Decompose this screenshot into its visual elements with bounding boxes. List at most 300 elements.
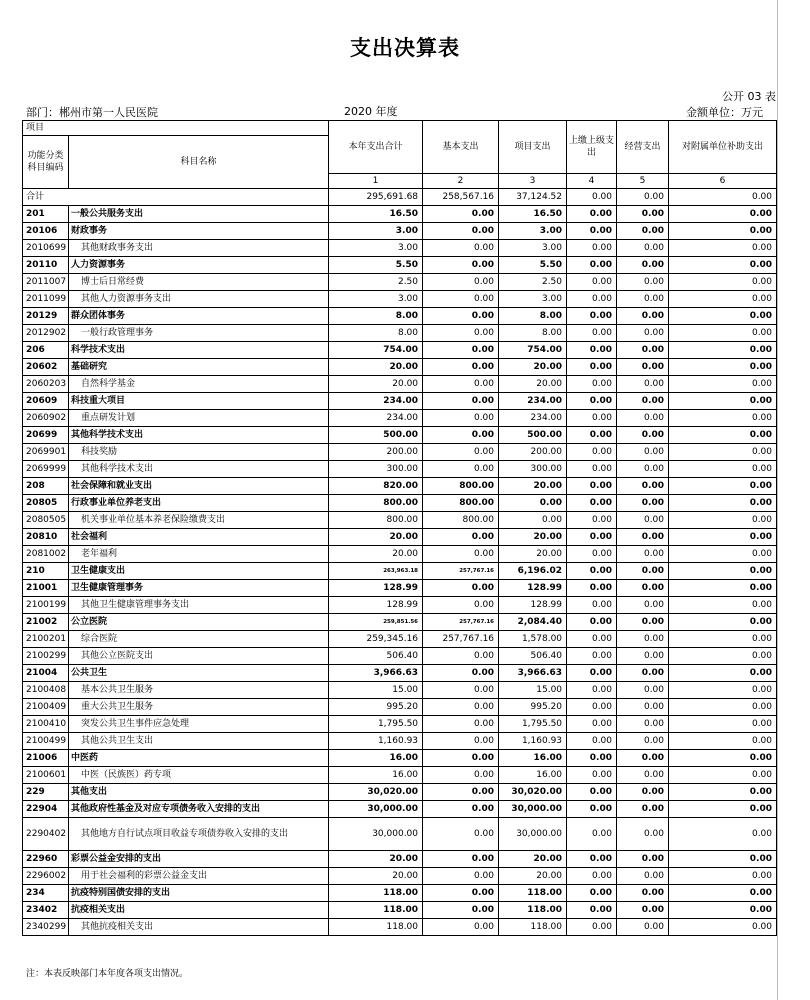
item-header: 项目 [23, 121, 329, 136]
remit-cell: 0.00 [567, 919, 617, 936]
remit-cell: 0.00 [567, 631, 617, 648]
code-cell: 2010699 [23, 240, 69, 257]
index-1: 1 [329, 174, 423, 189]
basic-cell: 0.00 [423, 818, 499, 851]
basic-cell: 0.00 [423, 291, 499, 308]
table-row [23, 546, 777, 563]
name-cell: 用于社会福利的彩票公益金支出 [69, 868, 329, 885]
table-row [23, 223, 777, 240]
name-cell: 博士后日常经费 [69, 274, 329, 291]
project-cell: 1,795.50 [499, 716, 567, 733]
subsidy-cell: 0.00 [669, 325, 777, 342]
sum-label-cell: 合计 [23, 189, 329, 206]
basic-cell: 0.00 [423, 461, 499, 478]
code-cell: 22960 [23, 851, 69, 868]
subsidy-cell: 0.00 [669, 393, 777, 410]
code-cell: 2100409 [23, 699, 69, 716]
name-cell: 中医（民族医）药专项 [69, 767, 329, 784]
subsidy-cell: 0.00 [669, 868, 777, 885]
table-row [23, 342, 777, 359]
name-cell: 其他财政事务支出 [69, 240, 329, 257]
subsidy-cell: 0.00 [669, 682, 777, 699]
remit-cell: 0.00 [567, 716, 617, 733]
code-cell: 20602 [23, 359, 69, 376]
business-cell: 0.00 [617, 699, 669, 716]
remit-cell: 0.00 [567, 818, 617, 851]
total-cell: 20.00 [329, 851, 423, 868]
code-cell: 2100299 [23, 648, 69, 665]
business-cell: 0.00 [617, 257, 669, 274]
name-cell: 其他地方自行试点项目收益专项债券收入安排的支出 [69, 818, 329, 851]
code-cell: 2060902 [23, 410, 69, 427]
total-cell: 506.40 [329, 648, 423, 665]
basic-cell: 0.00 [423, 410, 499, 427]
code-cell: 23402 [23, 902, 69, 919]
table-row [23, 919, 777, 936]
business-cell: 0.00 [617, 461, 669, 478]
remit-cell: 0.00 [567, 512, 617, 529]
remit-cell: 0.00 [567, 461, 617, 478]
code-cell: 2340299 [23, 919, 69, 936]
name-cell: 老年福利 [69, 546, 329, 563]
basic-cell: 0.00 [423, 665, 499, 682]
subsidy-cell: 0.00 [669, 631, 777, 648]
project-cell: 30,000.00 [499, 801, 567, 818]
subsidy-cell: 0.00 [669, 206, 777, 223]
remit-cell: 0.00 [567, 376, 617, 393]
project-cell: 16.50 [499, 206, 567, 223]
index-4: 4 [567, 174, 617, 189]
total-cell: 15.00 [329, 682, 423, 699]
basic-cell: 0.00 [423, 597, 499, 614]
subsidy-cell: 0.00 [669, 376, 777, 393]
index-5: 5 [617, 174, 669, 189]
code-cell: 2060203 [23, 376, 69, 393]
name-cell: 综合医院 [69, 631, 329, 648]
remit-cell: 0.00 [567, 240, 617, 257]
table-row [23, 885, 777, 902]
code-cell: 20110 [23, 257, 69, 274]
subsidy-cell: 0.00 [669, 257, 777, 274]
code-cell: 22904 [23, 801, 69, 818]
total-cell: 20.00 [329, 868, 423, 885]
name-cell: 重大公共卫生服务 [69, 699, 329, 716]
table-row [23, 189, 777, 206]
project-cell: 8.00 [499, 308, 567, 325]
name-cell: 其他卫生健康管理事务支出 [69, 597, 329, 614]
business-cell: 0.00 [617, 529, 669, 546]
table-row [23, 648, 777, 665]
remit-cell: 0.00 [567, 563, 617, 580]
name-cell: 基础研究 [69, 359, 329, 376]
business-cell: 0.00 [617, 851, 669, 868]
table-row [23, 512, 777, 529]
basic-cell: 0.00 [423, 325, 499, 342]
basic-cell: 0.00 [423, 223, 499, 240]
table-row [23, 902, 777, 919]
code-cell: 20106 [23, 223, 69, 240]
remit-header: 上缴上级支出 [567, 121, 617, 174]
project-cell: 20.00 [499, 376, 567, 393]
remit-cell: 0.00 [567, 902, 617, 919]
basic-cell: 0.00 [423, 682, 499, 699]
total-cell: 263,963.18 [329, 563, 423, 580]
project-cell: 3,966.63 [499, 665, 567, 682]
remit-cell: 0.00 [567, 546, 617, 563]
remit-cell: 0.00 [567, 801, 617, 818]
table-row [23, 257, 777, 274]
total-cell: 16.00 [329, 750, 423, 767]
total-cell: 20.00 [329, 529, 423, 546]
business-cell: 0.00 [617, 597, 669, 614]
basic-cell: 0.00 [423, 359, 499, 376]
project-cell: 118.00 [499, 919, 567, 936]
remit-cell: 0.00 [567, 750, 617, 767]
name-cell: 卫生健康管理事务 [69, 580, 329, 597]
basic-cell: 0.00 [423, 546, 499, 563]
table-row [23, 410, 777, 427]
subsidy-cell: 0.00 [669, 529, 777, 546]
total-cell: 995.20 [329, 699, 423, 716]
total-cell: 200.00 [329, 444, 423, 461]
total-cell: 30,020.00 [329, 784, 423, 801]
table-row [23, 393, 777, 410]
code-cell: 2290402 [23, 818, 69, 851]
total-cell: 3,966.63 [329, 665, 423, 682]
project-cell: 300.00 [499, 461, 567, 478]
subsidy-cell: 0.00 [669, 902, 777, 919]
subsidy-cell: 0.00 [669, 410, 777, 427]
business-cell: 0.00 [617, 274, 669, 291]
table-row [23, 206, 777, 223]
remit-cell: 0.00 [567, 665, 617, 682]
business-cell: 0.00 [617, 359, 669, 376]
remit-cell: 0.00 [567, 325, 617, 342]
code-cell: 2011007 [23, 274, 69, 291]
project-cell: 30,020.00 [499, 784, 567, 801]
project-cell: 20.00 [499, 478, 567, 495]
code-cell: 2100199 [23, 597, 69, 614]
name-cell: 抗疫特别国债安排的支出 [69, 885, 329, 902]
subsidy-cell: 0.00 [669, 750, 777, 767]
subsidy-cell: 0.00 [669, 919, 777, 936]
project-cell: 506.40 [499, 648, 567, 665]
business-cell: 0.00 [617, 767, 669, 784]
basic-cell: 0.00 [423, 240, 499, 257]
code-cell: 210 [23, 563, 69, 580]
business-cell: 0.00 [617, 410, 669, 427]
basic-cell: 258,567.16 [423, 189, 499, 206]
basic-cell: 0.00 [423, 699, 499, 716]
basic-cell: 257,767.16 [423, 563, 499, 580]
index-2: 2 [423, 174, 499, 189]
total-cell: 754.00 [329, 342, 423, 359]
name-cell: 其他公立医院支出 [69, 648, 329, 665]
total-cell: 16.50 [329, 206, 423, 223]
business-cell: 0.00 [617, 868, 669, 885]
name-cell: 彩票公益金安排的支出 [69, 851, 329, 868]
project-cell: 754.00 [499, 342, 567, 359]
remit-cell: 0.00 [567, 648, 617, 665]
table-row [23, 614, 777, 631]
project-cell: 118.00 [499, 902, 567, 919]
name-cell: 社会福利 [69, 529, 329, 546]
remit-cell: 0.00 [567, 308, 617, 325]
table-row [23, 699, 777, 716]
basic-cell: 0.00 [423, 274, 499, 291]
project-cell: 1,578.00 [499, 631, 567, 648]
business-header: 经营支出 [617, 121, 669, 174]
code-header: 功能分类科目编码 [23, 136, 69, 189]
name-cell: 其他公共卫生支出 [69, 733, 329, 750]
table-row [23, 495, 777, 512]
remit-cell: 0.00 [567, 885, 617, 902]
remit-cell: 0.00 [567, 359, 617, 376]
table-row [23, 818, 777, 851]
subsidy-cell: 0.00 [669, 461, 777, 478]
subsidy-cell: 0.00 [669, 784, 777, 801]
remit-cell: 0.00 [567, 851, 617, 868]
code-cell: 201 [23, 206, 69, 223]
subsidy-cell: 0.00 [669, 223, 777, 240]
project-cell: 20.00 [499, 529, 567, 546]
business-cell: 0.00 [617, 801, 669, 818]
table-row [23, 529, 777, 546]
business-cell: 0.00 [617, 223, 669, 240]
remit-cell: 0.00 [567, 682, 617, 699]
basic-cell: 0.00 [423, 308, 499, 325]
project-cell: 0.00 [499, 495, 567, 512]
total-cell: 128.99 [329, 580, 423, 597]
project-cell: 20.00 [499, 868, 567, 885]
total-cell: 8.00 [329, 308, 423, 325]
total-cell: 800.00 [329, 512, 423, 529]
subsidy-cell: 0.00 [669, 648, 777, 665]
code-cell: 2296002 [23, 868, 69, 885]
basic-cell: 0.00 [423, 919, 499, 936]
table-row [23, 767, 777, 784]
table-row [23, 733, 777, 750]
basic-cell: 0.00 [423, 733, 499, 750]
table-body [23, 189, 777, 936]
department-label: 部门：郴州市第一人民医院 [26, 106, 158, 119]
remit-cell: 0.00 [567, 410, 617, 427]
page-title: 支出决算表 [350, 35, 460, 60]
project-cell: 20.00 [499, 851, 567, 868]
basic-cell: 0.00 [423, 427, 499, 444]
fiscal-year: 2020 年度 [344, 105, 398, 118]
subsidy-cell: 0.00 [669, 767, 777, 784]
business-cell: 0.00 [617, 733, 669, 750]
business-cell: 0.00 [617, 444, 669, 461]
basic-cell: 0.00 [423, 342, 499, 359]
index-6: 6 [669, 174, 777, 189]
table-row [23, 376, 777, 393]
subsidy-cell: 0.00 [669, 597, 777, 614]
project-cell: 118.00 [499, 885, 567, 902]
code-cell: 234 [23, 885, 69, 902]
code-cell: 2012902 [23, 325, 69, 342]
name-cell: 其他抗疫相关支出 [69, 919, 329, 936]
subsidy-cell: 0.00 [669, 665, 777, 682]
subsidy-cell: 0.00 [669, 478, 777, 495]
subsidy-cell: 0.00 [669, 359, 777, 376]
name-cell: 基本公共卫生服务 [69, 682, 329, 699]
remit-cell: 0.00 [567, 597, 617, 614]
total-cell: 800.00 [329, 495, 423, 512]
basic-cell: 0.00 [423, 529, 499, 546]
remit-cell: 0.00 [567, 733, 617, 750]
table-row [23, 580, 777, 597]
code-cell: 229 [23, 784, 69, 801]
name-cell: 自然科学基金 [69, 376, 329, 393]
name-cell: 其他政府性基金及对应专项债务收入安排的支出 [69, 801, 329, 818]
basic-cell: 0.00 [423, 580, 499, 597]
total-cell: 259,345.16 [329, 631, 423, 648]
subsidy-cell: 0.00 [669, 614, 777, 631]
name-cell: 科学技术支出 [69, 342, 329, 359]
business-cell: 0.00 [617, 376, 669, 393]
amount-unit: 金额单位：万元 [686, 106, 763, 119]
basic-cell: 0.00 [423, 716, 499, 733]
table-row [23, 240, 777, 257]
total-cell: 1,795.50 [329, 716, 423, 733]
total-cell: 300.00 [329, 461, 423, 478]
table-row [23, 359, 777, 376]
business-cell: 0.00 [617, 919, 669, 936]
basic-cell: 0.00 [423, 393, 499, 410]
header-row-item [23, 121, 777, 136]
name-cell: 机关事业单位基本养老保险缴费支出 [69, 512, 329, 529]
project-cell: 128.99 [499, 597, 567, 614]
total-cell: 234.00 [329, 410, 423, 427]
total-cell: 20.00 [329, 546, 423, 563]
footnote: 注：本表反映部门本年度各项支出情况。 [26, 969, 189, 979]
project-cell: 8.00 [499, 325, 567, 342]
project-cell: 500.00 [499, 427, 567, 444]
name-cell: 人力资源事务 [69, 257, 329, 274]
table-row [23, 597, 777, 614]
subsidy-cell: 0.00 [669, 563, 777, 580]
remit-cell: 0.00 [567, 529, 617, 546]
business-cell: 0.00 [617, 750, 669, 767]
remit-cell: 0.00 [567, 223, 617, 240]
business-cell: 0.00 [617, 631, 669, 648]
code-cell: 2100410 [23, 716, 69, 733]
table-row [23, 478, 777, 495]
basic-cell: 800.00 [423, 495, 499, 512]
project-cell: 1,160.93 [499, 733, 567, 750]
subsidy-cell: 0.00 [669, 291, 777, 308]
project-cell: 15.00 [499, 682, 567, 699]
name-cell: 其他科学技术支出 [69, 461, 329, 478]
name-cell: 抗疫相关支出 [69, 902, 329, 919]
subsidy-cell: 0.00 [669, 444, 777, 461]
basic-cell: 0.00 [423, 851, 499, 868]
total-cell: 1,160.93 [329, 733, 423, 750]
business-cell: 0.00 [617, 189, 669, 206]
name-cell: 公共卫生 [69, 665, 329, 682]
table-row [23, 427, 777, 444]
project-cell: 995.20 [499, 699, 567, 716]
project-cell: 3.00 [499, 291, 567, 308]
total-cell: 3.00 [329, 291, 423, 308]
basic-cell: 0.00 [423, 648, 499, 665]
project-cell: 234.00 [499, 410, 567, 427]
basic-cell: 0.00 [423, 885, 499, 902]
basic-cell: 0.00 [423, 767, 499, 784]
subsidy-cell: 0.00 [669, 733, 777, 750]
subsidy-cell: 0.00 [669, 546, 777, 563]
total-cell: 118.00 [329, 919, 423, 936]
remit-cell: 0.00 [567, 580, 617, 597]
business-cell: 0.00 [617, 682, 669, 699]
business-cell: 0.00 [617, 291, 669, 308]
subsidy-cell: 0.00 [669, 699, 777, 716]
table-row [23, 308, 777, 325]
name-cell: 群众团体事务 [69, 308, 329, 325]
basic-cell: 800.00 [423, 512, 499, 529]
business-cell: 0.00 [617, 240, 669, 257]
total-cell: 3.00 [329, 223, 423, 240]
total-cell: 30,000.00 [329, 801, 423, 818]
remit-cell: 0.00 [567, 206, 617, 223]
project-cell: 2,084.40 [499, 614, 567, 631]
subsidy-cell: 0.00 [669, 342, 777, 359]
project-cell: 5.50 [499, 257, 567, 274]
project-cell: 128.99 [499, 580, 567, 597]
business-cell: 0.00 [617, 546, 669, 563]
code-cell: 2100408 [23, 682, 69, 699]
name-cell: 中医药 [69, 750, 329, 767]
total-cell: 3.00 [329, 240, 423, 257]
table-row [23, 682, 777, 699]
code-cell: 20805 [23, 495, 69, 512]
subsidy-header: 对附属单位补助支出 [669, 121, 777, 174]
total-cell: 118.00 [329, 885, 423, 902]
name-cell: 一般公共服务支出 [69, 206, 329, 223]
code-cell: 20810 [23, 529, 69, 546]
project-cell: 30,000.00 [499, 818, 567, 851]
remit-cell: 0.00 [567, 342, 617, 359]
code-cell: 2100499 [23, 733, 69, 750]
total-cell: 30,000.00 [329, 818, 423, 851]
basic-cell: 0.00 [423, 206, 499, 223]
remit-cell: 0.00 [567, 444, 617, 461]
remit-cell: 0.00 [567, 393, 617, 410]
basic-cell: 257,767.16 [423, 631, 499, 648]
code-cell: 2069999 [23, 461, 69, 478]
business-cell: 0.00 [617, 818, 669, 851]
table-row [23, 325, 777, 342]
remit-cell: 0.00 [567, 784, 617, 801]
remit-cell: 0.00 [567, 478, 617, 495]
business-cell: 0.00 [617, 902, 669, 919]
business-cell: 0.00 [617, 580, 669, 597]
remit-cell: 0.00 [567, 495, 617, 512]
code-cell: 20699 [23, 427, 69, 444]
basic-cell: 0.00 [423, 750, 499, 767]
name-cell: 其他人力资源事务支出 [69, 291, 329, 308]
name-cell: 卫生健康支出 [69, 563, 329, 580]
page-edge-rule [777, 0, 778, 1000]
business-cell: 0.00 [617, 665, 669, 682]
remit-cell: 0.00 [567, 189, 617, 206]
table-row [23, 461, 777, 478]
table-row [23, 291, 777, 308]
table-row [23, 851, 777, 868]
basic-cell: 0.00 [423, 376, 499, 393]
